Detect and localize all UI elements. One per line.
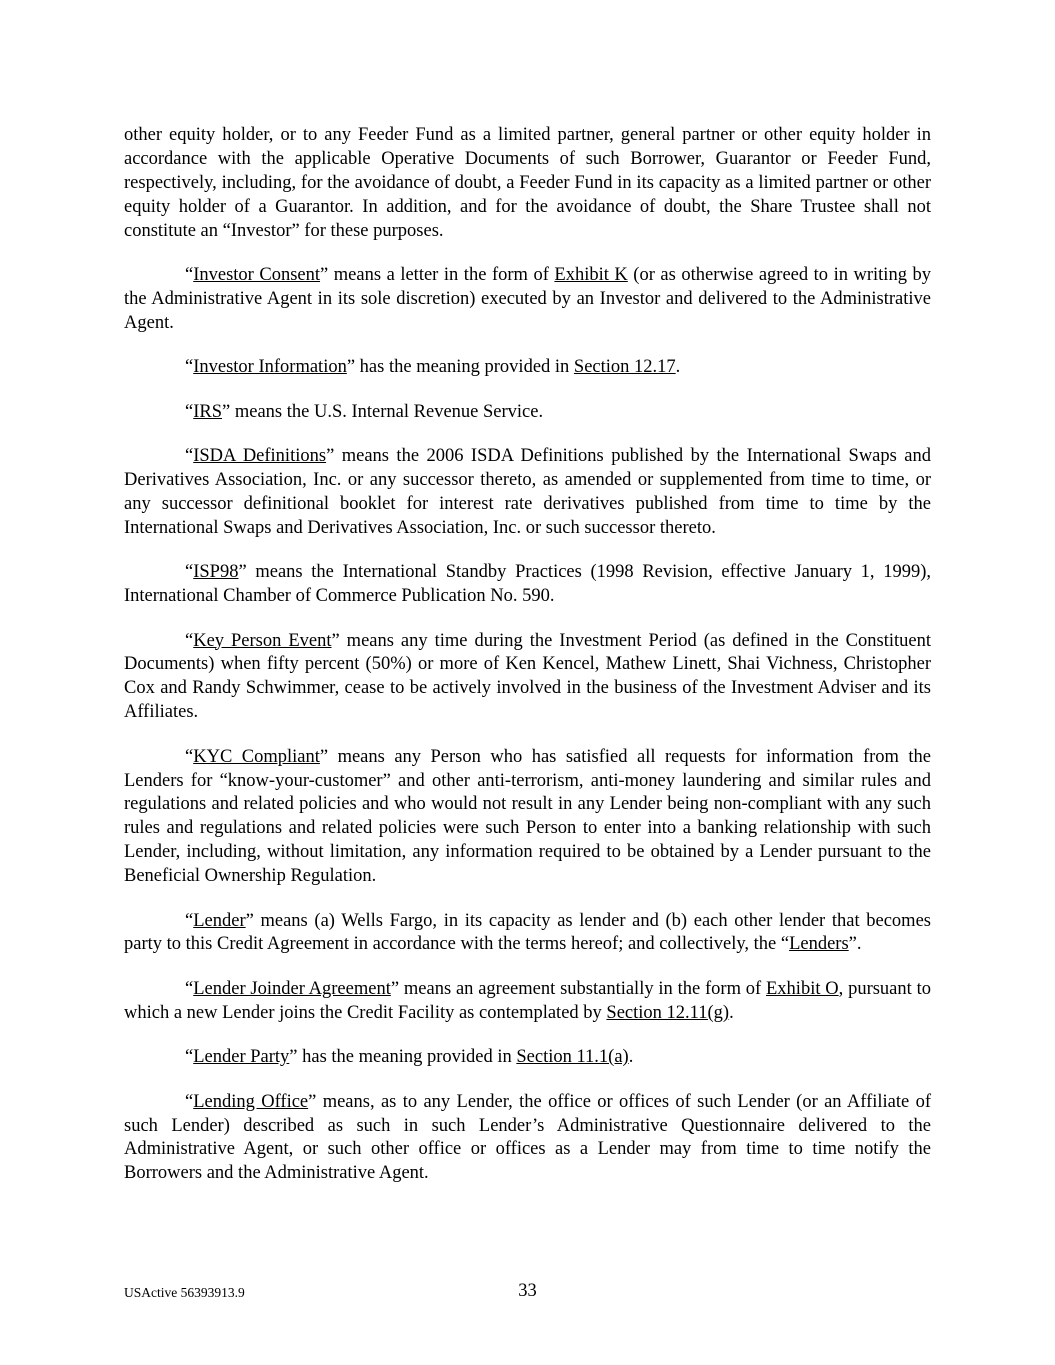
open-quote: “ (185, 978, 194, 999)
definition-text: ” means the International Standby Practices (1998 Revision, effective January 1, 1999), International Chamber of Commerce Publication No. 590. (124, 562, 931, 607)
definition-lender (124, 910, 931, 958)
defined-term: ISP98 (193, 562, 239, 583)
definition-isp98 (124, 561, 931, 609)
definition-text: ” means (a) Wells Fargo, in its capacity as lender and (b) each other lender that becomes party to this Credit Agreement in accordance with the terms hereof; and collectively, the “ (124, 910, 931, 955)
definition-text: . (675, 357, 681, 378)
open-quote: “ (185, 1091, 194, 1112)
defined-term: Lender Joinder Agreement (193, 978, 391, 999)
definition-text: ” means a letter in the form of (320, 265, 555, 286)
definition-text: (or as otherwise agreed to in writing by the Administrative Agent in its sole discretion) executed by an Investor and delivered to the Administrative Agent. (124, 265, 931, 333)
document-body (124, 124, 931, 1207)
definition-kyc-compliant (124, 746, 931, 889)
open-quote: “ (185, 562, 194, 583)
defined-term: Investor Consent (193, 265, 321, 286)
definition-text: ” means any Person who has satisfied all requests for information from the Lenders for “know-your-customer” and other anti-terrorism, anti-money laundering and similar rules and regulations and related policies and who would not result in any Lender being non-compliant with any such rules and regulations and related policies were such Person to enter into a banking relationship with such Lender, including, without limitation, any information required to be obtained by a Lender pursuant to the Beneficial Ownership Regulation. (124, 746, 931, 887)
definition-isda-definitions (124, 445, 931, 541)
open-quote: “ (185, 746, 194, 767)
defined-term: Lending Office (193, 1091, 309, 1112)
open-quote: “ (185, 1047, 194, 1068)
definition-investor-consent (124, 264, 931, 336)
open-quote: “ (185, 446, 194, 467)
definition-text: ” means, as to any Lender, the office or offices of such Lender (or an Affiliate of such Lender) described as such in such Lender’s Administrative Questionnaire delivered to the Administrative Agent, or such other office or offices as a Lender may from time to time notify the Borrowers and the Administrative Agent. (124, 1091, 931, 1184)
defined-term: Key Person Event (193, 630, 332, 651)
open-quote: “ (185, 910, 194, 931)
definition-irs (124, 401, 931, 425)
defined-term: KYC Compliant (193, 746, 320, 767)
definition-investor-information (124, 356, 931, 380)
defined-term: Lender (193, 910, 246, 931)
definition-lender-joinder-agreement (124, 978, 931, 1026)
cross-reference: Section 11.1(a) (516, 1047, 629, 1068)
definition-text: ” means any time during the Investment Period (as defined in the Constituent Documents) when fifty percent (50%) or more of Ken Kencel, Mathew Linett, Shai Vichness, Christopher Cox and Randy Schwimmer, cease to be actively involved in the business of the Investment Adviser and its Affiliates. (124, 630, 931, 723)
open-quote: “ (185, 357, 194, 378)
definition-text: ” has the meaning provided in (289, 1047, 517, 1068)
paragraph-investor-continued (124, 124, 931, 244)
cross-reference: Exhibit O (766, 978, 839, 999)
definition-text: . (628, 1047, 634, 1068)
definition-text: . (729, 1002, 734, 1023)
defined-term: Lender Party (193, 1047, 290, 1068)
definition-lender-party (124, 1046, 931, 1070)
cross-reference: Section 12.11(g) (606, 1002, 730, 1023)
definition-text: ” means the 2006 ISDA Definitions published by the International Swaps and Derivatives Association, Inc. or any successor thereto, as amended or supplemented from time to time, or any successor definitional booklet for interest rate derivatives published from time to time by the International Swaps and Derivatives Association, Inc. or such successor thereto. (124, 446, 932, 538)
cross-reference: Exhibit K (554, 265, 628, 286)
defined-term: Investor Information (193, 357, 347, 378)
defined-term: ISDA Definitions (193, 446, 327, 467)
footer-document-id: USActive 56393913.9 (124, 1285, 245, 1300)
definition-text: ” has the meaning provided in (346, 357, 574, 378)
defined-term: IRS (193, 401, 223, 422)
open-quote: “ (185, 401, 194, 422)
open-quote: “ (185, 265, 194, 286)
page-number: 33 (518, 1281, 537, 1301)
definition-text: ” means an agreement substantially in the form of (390, 978, 766, 999)
definition-text: ”. (848, 934, 862, 955)
open-quote: “ (185, 630, 194, 651)
definition-lending-office (124, 1091, 931, 1187)
definition-text: ” means the U.S. Internal Revenue Service. (222, 401, 544, 422)
cross-reference: Section 12.17 (573, 357, 676, 378)
definition-text: , pursuant to which a new Lender joins the Credit Facility as contemplated by (124, 978, 931, 1023)
definition-key-person-event (124, 630, 931, 726)
paragraph-text: other equity holder, or to any Feeder Fund as a limited partner, general partner or other equity holder in accordance with the applicable Operative Documents of such Borrower, Guarantor or Feeder Fund, respectively, including, for the avoidance of doubt, a Feeder Fund in its capacity as a limited partner or other equity holder of a Guarantor. In addition, and for the avoidance of doubt, the Share Trustee shall not constitute an “Investor” for these purposes. (124, 125, 931, 241)
defined-term: Lenders (789, 934, 849, 955)
